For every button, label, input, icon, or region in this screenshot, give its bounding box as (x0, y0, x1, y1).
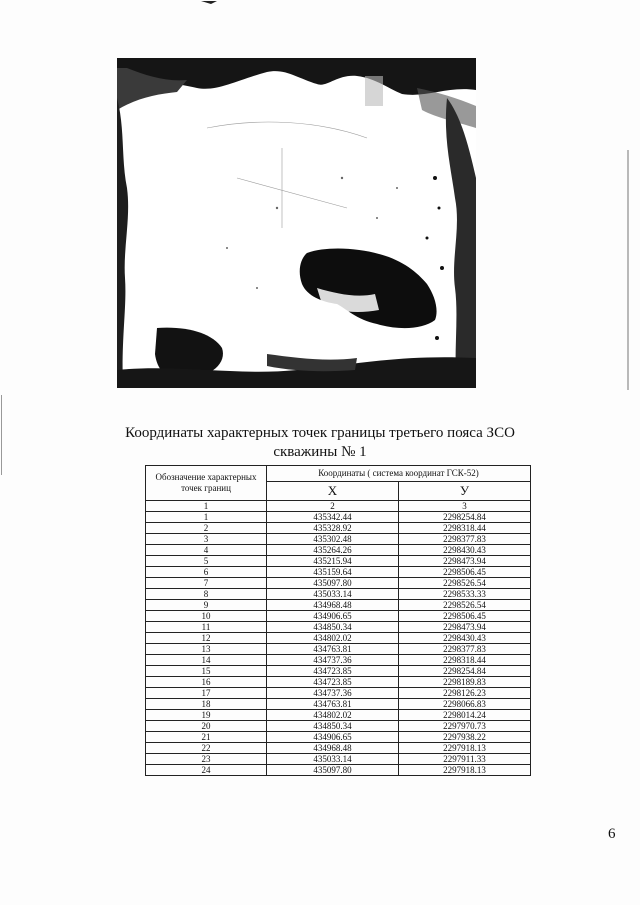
table-row (146, 534, 531, 545)
y-coordinate-cell: 2298506.45 (399, 567, 531, 578)
y-coordinate-cell: 2298066.83 (399, 699, 531, 710)
point-number-cell: 8 (146, 589, 267, 600)
x-coordinate-cell: 434737.36 (267, 655, 399, 666)
point-number-cell: 5 (146, 556, 267, 567)
y-coordinate-cell: 2298473.94 (399, 556, 531, 567)
x-coordinate-cell: 434968.48 (267, 743, 399, 754)
table-row (146, 512, 531, 523)
table-row (146, 721, 531, 732)
y-coordinate-cell: 2298533.33 (399, 589, 531, 600)
point-number-cell: 4 (146, 545, 267, 556)
y-coordinate-cell: 2298318.44 (399, 523, 531, 534)
y-coordinate-cell: 2298526.54 (399, 578, 531, 589)
x-coordinate-cell: 435264.26 (267, 545, 399, 556)
table-title-line-2: скважины № 1 (273, 444, 367, 460)
point-number-cell: 18 (146, 699, 267, 710)
x-coordinate-cell: 434802.02 (267, 710, 399, 721)
point-number-cell: 14 (146, 655, 267, 666)
table-row (146, 666, 531, 677)
y-coordinate-cell: 2298014.24 (399, 710, 531, 721)
x-coordinate-cell: 434968.48 (267, 600, 399, 611)
point-number-cell: 12 (146, 633, 267, 644)
y-coordinate-cell: 2298126.23 (399, 688, 531, 699)
x-coordinate-cell: 434906.65 (267, 611, 399, 622)
x-coordinate-cell: 434723.85 (267, 677, 399, 688)
table-row (146, 677, 531, 688)
x-coordinate-cell: 435159.64 (267, 567, 399, 578)
y-coordinate-cell: 2298430.43 (399, 633, 531, 644)
table-row (146, 688, 531, 699)
table-row (146, 545, 531, 556)
x-coordinate-cell: 434802.02 (267, 633, 399, 644)
point-number-cell: 19 (146, 710, 267, 721)
x-coordinate-cell: 434850.34 (267, 721, 399, 732)
y-coordinate-cell: 2297938.22 (399, 732, 531, 743)
y-coordinate-cell: 2298189.83 (399, 677, 531, 688)
point-number-cell: 15 (146, 666, 267, 677)
point-number-cell: 3 (146, 534, 267, 545)
y-coordinate-cell: 2298318.44 (399, 655, 531, 666)
column-number-row (146, 501, 531, 512)
column-number: 2 (267, 501, 399, 512)
table-header-row (146, 466, 531, 482)
x-coordinate-cell: 435215.94 (267, 556, 399, 567)
x-coordinate-cell: 434850.34 (267, 622, 399, 633)
y-coordinate-cell: 2297918.13 (399, 743, 531, 754)
point-number-cell: 11 (146, 622, 267, 633)
x-coordinate-cell: 435097.80 (267, 578, 399, 589)
table-row (146, 699, 531, 710)
point-number-cell: 2 (146, 523, 267, 534)
x-coordinate-cell: 435097.80 (267, 765, 399, 776)
y-coordinate-cell: 2298377.83 (399, 534, 531, 545)
table-title (120, 424, 520, 462)
point-number-cell: 7 (146, 578, 267, 589)
x-coordinate-cell: 434763.81 (267, 644, 399, 655)
y-coordinate-cell: 2297918.13 (399, 765, 531, 776)
column-number: 3 (399, 501, 531, 512)
point-number-cell: 21 (146, 732, 267, 743)
y-coordinate-cell: 2298506.45 (399, 611, 531, 622)
y-coordinate-cell: 2298430.43 (399, 545, 531, 556)
point-number-cell: 6 (146, 567, 267, 578)
y-coordinate-cell: 2298526.54 (399, 600, 531, 611)
point-number-cell: 20 (146, 721, 267, 732)
column-number: 1 (146, 501, 267, 512)
x-coordinate-cell: 434763.81 (267, 699, 399, 710)
point-number-cell: 10 (146, 611, 267, 622)
table-row (146, 732, 531, 743)
table-row (146, 556, 531, 567)
x-coordinate-cell: 435328.92 (267, 523, 399, 534)
table-row (146, 567, 531, 578)
table-body (146, 512, 531, 776)
point-number-cell: 24 (146, 765, 267, 776)
x-coordinate-cell: 434906.65 (267, 732, 399, 743)
y-coordinate-cell: 2298377.83 (399, 644, 531, 655)
page-number: 6 (608, 826, 616, 842)
point-number-cell: 23 (146, 754, 267, 765)
table-row (146, 743, 531, 754)
point-number-cell: 17 (146, 688, 267, 699)
point-number-cell: 16 (146, 677, 267, 688)
point-number-cell: 22 (146, 743, 267, 754)
point-number-cell: 1 (146, 512, 267, 523)
table-row (146, 633, 531, 644)
table-row (146, 600, 531, 611)
x-coordinate-cell: 435342.44 (267, 512, 399, 523)
y-coordinate-cell: 2297911.33 (399, 754, 531, 765)
table-row (146, 765, 531, 776)
header-point-label: Обозначение характерных точек границ (146, 466, 267, 501)
scan-edge-mark (1, 395, 2, 475)
table-row (146, 655, 531, 666)
scan-mark (199, 0, 219, 5)
point-number-cell: 13 (146, 644, 267, 655)
table-row (146, 754, 531, 765)
point-number-cell: 9 (146, 600, 267, 611)
y-coordinate-cell: 2298254.84 (399, 666, 531, 677)
y-coordinate-cell: 2298254.84 (399, 512, 531, 523)
y-coordinate-cell: 2297970.73 (399, 721, 531, 732)
table-row (146, 710, 531, 721)
x-coordinate-cell: 435033.14 (267, 589, 399, 600)
x-coordinate-cell: 434723.85 (267, 666, 399, 677)
x-coordinate-cell: 435302.48 (267, 534, 399, 545)
table-row (146, 523, 531, 534)
x-coordinate-cell: 435033.14 (267, 754, 399, 765)
table-row (146, 644, 531, 655)
header-y: У (399, 482, 531, 501)
x-coordinate-cell: 434737.36 (267, 688, 399, 699)
scan-edge-line (627, 150, 629, 390)
header-coordinates: Координаты ( система координат ГСК-52) (267, 466, 531, 482)
coordinates-table (145, 465, 531, 776)
header-x: X (267, 482, 399, 501)
table-row (146, 589, 531, 600)
table-row (146, 578, 531, 589)
table-row (146, 611, 531, 622)
map-image (117, 58, 476, 388)
table-row (146, 622, 531, 633)
y-coordinate-cell: 2298473.94 (399, 622, 531, 633)
table-title-line-1: Координаты характерных точек границы третьего пояса ЗСО (125, 425, 515, 441)
